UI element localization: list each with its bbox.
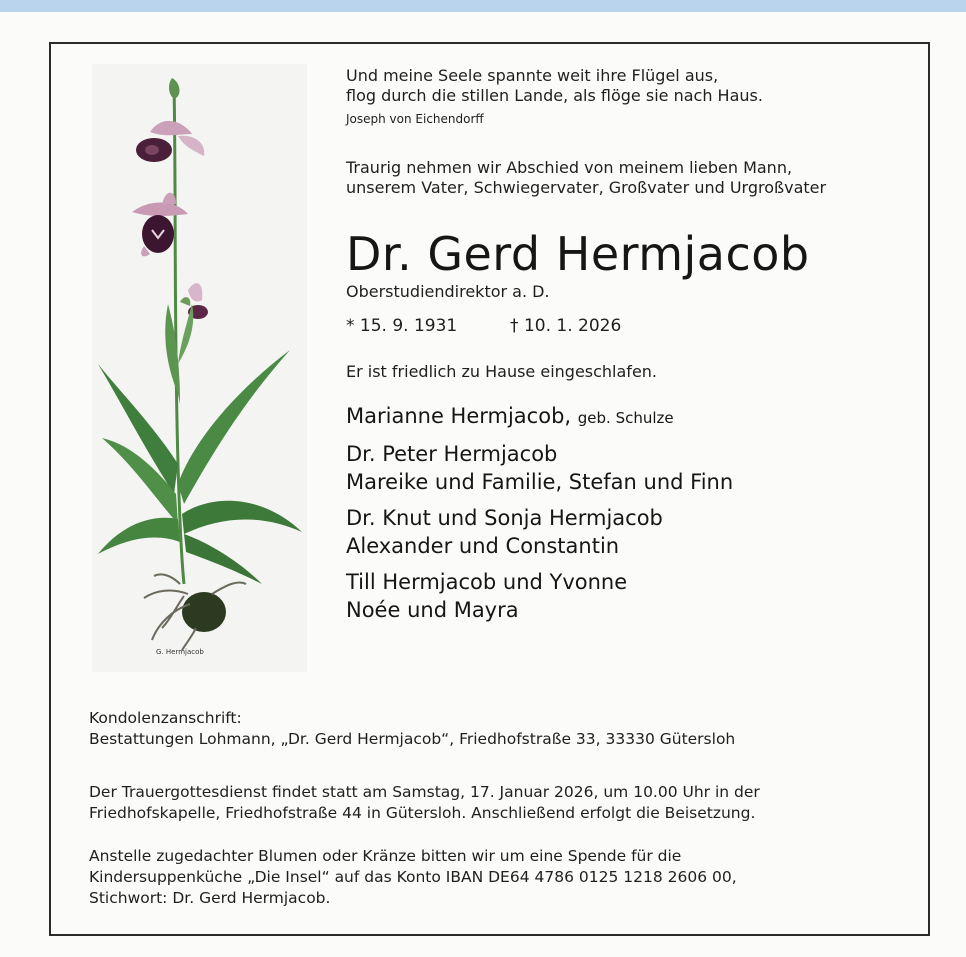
service-section [89,782,909,824]
orchid-drawing [92,64,307,672]
service-line-1: Der Trauergottesdienst findet statt am Samstag, 17. Januar 2026, um 10.00 Uhr in der [89,783,760,801]
passing-text: Er ist friedlich zu Hause eingeschlafen. [346,362,658,381]
flower-3 [180,283,208,319]
mourner-7: Noée und Mayra [346,598,519,622]
intro-line-1: Traurig nehmen wir Abschied von meinem lieben Mann, [346,158,793,177]
life-dates [346,316,906,336]
donation-section [89,846,909,909]
orchid-illustration [92,64,307,672]
intro-line-2: unserem Vater, Schwiegervater, Großvater und Urgroßvater [346,178,827,197]
condolence-section [89,708,909,750]
mourner-6: Till Hermjacob und Yvonne [346,570,628,594]
mourner-5: Alexander und Constantin [346,534,620,558]
donation-line-1: Anstelle zugedachter Blumen oder Kränze bitten wir um eine Spende für die [89,847,682,865]
donation-line-2: Kindersuppenküche „Die Insel“ auf das Konto IBAN DE64 4786 0125 1218 2606 00, [89,868,737,886]
mourner-1 [346,402,906,432]
mourners-list [346,402,906,624]
mourner-2: Dr. Peter Hermjacob [346,442,558,466]
mourner-1-maiden-name: geb. Schulze [577,409,674,427]
obituary-text-column [346,66,906,624]
death-date: † 10. 1. 2026 [510,316,622,336]
service-line-2: Friedhofskapelle, Friedhofstraße 44 in Gütersloh. Anschließend erfolgt die Beisetzung. [89,804,756,822]
top-bar [0,0,966,12]
donation-line-3: Stichwort: Dr. Gerd Hermjacob. [89,889,331,907]
poem-line-1: Und meine Seele spannte weit ihre Flügel aus, [346,66,719,85]
poem-author: Joseph von Eichendorff [346,112,484,126]
deceased-name: Dr. Gerd Hermjacob [346,227,810,281]
condolence-address: Bestattungen Lohmann, „Dr. Gerd Hermjacob“, Friedhofstraße 33, 33330 Gütersloh [89,730,736,748]
condolence-label: Kondolenzanschrift: [89,709,242,727]
deceased-title: Oberstudiendirektor a. D. [346,282,550,301]
birth-date: * 15. 9. 1931 [346,316,458,336]
poem-line-2: flog durch die stillen Lande, als flöge sie nach Haus. [346,86,763,105]
mourner-4: Dr. Knut und Sonja Hermjacob [346,506,663,530]
mourner-1-name: Marianne Hermjacob, [346,404,572,428]
artist-signature: G. Hermjacob [156,648,204,656]
flower-2 [132,193,188,257]
mourner-3: Mareike und Familie, Stefan und Finn [346,470,734,494]
flower-1 [136,121,204,162]
